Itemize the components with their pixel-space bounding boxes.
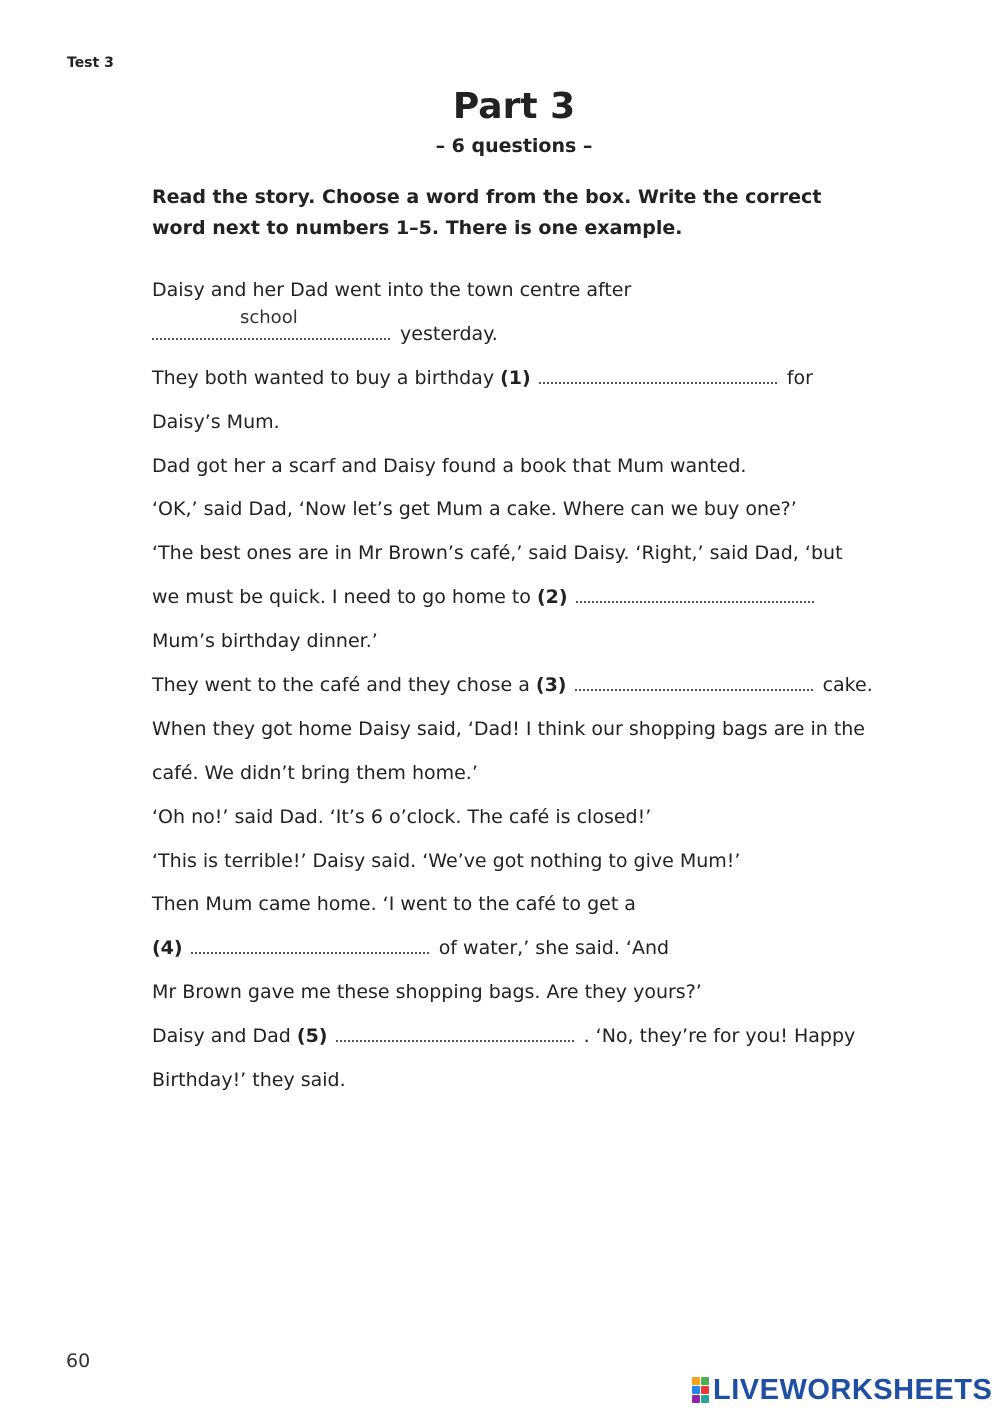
test-label: Test 3 xyxy=(67,55,114,71)
story-line xyxy=(152,844,892,888)
story-line-text: ‘The best ones are in Mr Brown’s café,’ said Daisy. ‘Right,’ said Dad, ‘but xyxy=(152,542,843,565)
story-line-q1 xyxy=(152,361,892,405)
story-line-q3 xyxy=(152,668,892,712)
story-line xyxy=(152,405,892,449)
story-line-text: Daisy’s Mum. xyxy=(152,410,280,433)
example-answer: school xyxy=(240,306,298,328)
story-line-text: Mum’s birthday dinner.’ xyxy=(152,630,378,653)
story-line-text: . ‘No, they’re for you! Happy xyxy=(583,1025,856,1048)
story-line xyxy=(152,887,892,931)
answer-input-2[interactable] xyxy=(576,575,814,601)
liveworksheets-logo-icon xyxy=(692,1377,709,1403)
answer-blank-3 xyxy=(575,669,813,691)
logo-tile xyxy=(692,1386,700,1394)
brand-name: LIVEWORKSHEETS xyxy=(713,1373,993,1406)
story-line-text: cake. xyxy=(822,674,873,697)
question-number-2: (2) xyxy=(536,586,568,609)
story-line xyxy=(152,492,892,536)
logo-tile xyxy=(701,1395,709,1403)
question-number-3: (3) xyxy=(535,674,567,697)
story-line-q5 xyxy=(152,1019,892,1063)
story-line-q4 xyxy=(152,931,892,975)
story-line-text: ‘This is terrible!’ Daisy said. ‘We’ve got nothing to give Mum!’ xyxy=(152,849,741,872)
answer-input-4[interactable] xyxy=(191,926,429,952)
story-line-text: When they got home Daisy said, ‘Dad! I think our shopping bags are in the xyxy=(152,717,866,740)
page-subtitle: – 6 questions – xyxy=(435,135,593,157)
answer-input-1[interactable] xyxy=(539,356,777,382)
page-title: Part 3 xyxy=(452,86,576,127)
question-number-4: (4) xyxy=(152,937,183,960)
story-line xyxy=(152,1063,892,1107)
story-line-text: Dad got her a scarf and Daisy found a book that Mum wanted. xyxy=(152,454,747,477)
answer-blank-4 xyxy=(191,932,429,954)
example-blank xyxy=(152,306,390,340)
story-line-text: ‘Oh no!’ said Dad. ‘It’s 6 o’clock. The café is closed!’ xyxy=(152,805,652,828)
story-text xyxy=(152,273,892,1107)
logo-tile xyxy=(692,1377,700,1385)
story-line-example xyxy=(152,306,892,361)
story-line-text: Daisy and Dad xyxy=(152,1025,291,1048)
story-line-text: of water,’ she said. ‘And xyxy=(438,937,670,960)
story-line xyxy=(152,536,892,580)
answer-blank-2 xyxy=(576,581,814,603)
story-line-text: yesterday. xyxy=(400,322,498,345)
instructions: Read the story. Choose a word from the box. Write the correct word next to numbers 1–5. There is one example. xyxy=(152,186,822,239)
question-number-5: (5) xyxy=(296,1025,328,1048)
answer-input-5[interactable] xyxy=(336,1014,574,1040)
logo-tile xyxy=(701,1386,709,1394)
story-line-text: They went to the café and they chose a xyxy=(152,674,530,697)
story-line-text: Mr Brown gave me these shopping bags. Are they yours?’ xyxy=(152,981,702,1004)
story-line-text: café. We didn’t bring them home.’ xyxy=(152,761,478,784)
logo-tile xyxy=(701,1377,709,1385)
answer-blank-5 xyxy=(336,1020,574,1042)
answer-blank-1 xyxy=(539,362,777,384)
logo-tile xyxy=(692,1395,700,1403)
answer-input-3[interactable] xyxy=(575,663,813,689)
page-number: 60 xyxy=(66,1350,91,1372)
story-line xyxy=(152,975,892,1019)
story-line xyxy=(152,756,892,800)
story-line-text: ‘OK,’ said Dad, ‘Now let’s get Mum a cake. Where can we buy one?’ xyxy=(152,498,797,521)
question-number-1: (1) xyxy=(500,366,531,389)
story-line-text: for xyxy=(786,366,813,389)
story-line xyxy=(152,624,892,668)
story-line xyxy=(152,712,892,756)
story-line xyxy=(152,449,892,493)
story-line-text: They both wanted to buy a birthday xyxy=(152,366,495,389)
story-line-text: we must be quick. I need to go home to xyxy=(152,586,531,609)
brand-footer[interactable] xyxy=(692,1373,992,1407)
story-line-text: Then Mum came home. ‘I went to the café to get a xyxy=(152,893,636,916)
story-line xyxy=(152,800,892,844)
story-line-text: Birthday!’ they said. xyxy=(152,1069,346,1092)
story-line-text: Daisy and her Dad went into the town centre after xyxy=(152,279,632,301)
story-line-q2 xyxy=(152,580,892,624)
